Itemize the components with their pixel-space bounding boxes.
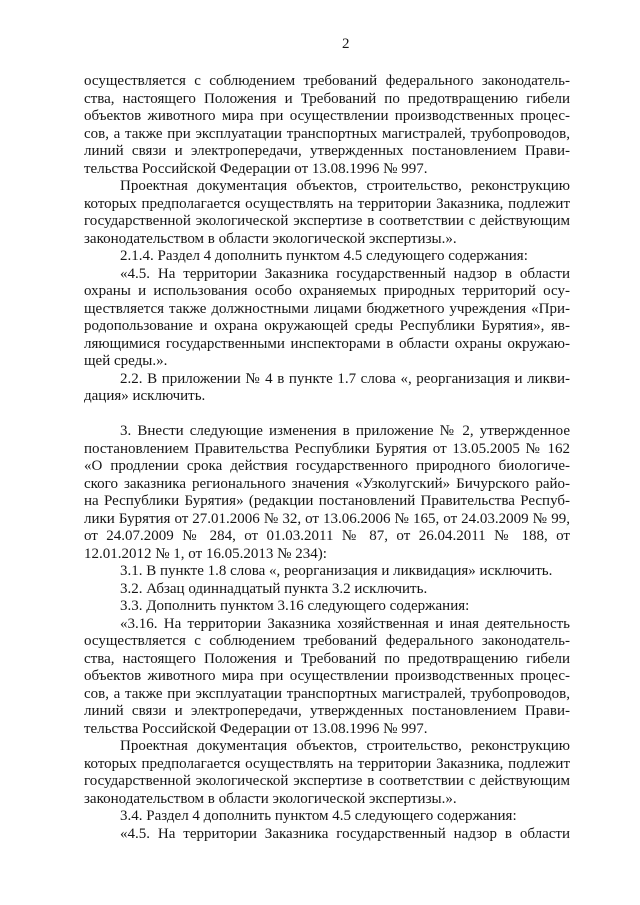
paragraph bbox=[84, 598, 570, 616]
text-line: постановлением Правительства Республики Бурятия от 13.05.2005 № 162 bbox=[84, 440, 570, 457]
text-line: «4.5. На территории Заказника государственный надзор в области bbox=[120, 825, 570, 842]
paragraph bbox=[84, 423, 570, 563]
text-line: законодательством в области экологической экспертизы.». bbox=[84, 230, 457, 247]
text-line: осуществляется с соблюдением требований федерального законодатель- bbox=[84, 633, 570, 649]
paragraph bbox=[84, 371, 570, 406]
paragraph bbox=[84, 563, 570, 581]
paragraph bbox=[84, 738, 570, 808]
text-line: 3.3. Дополнить пунктом 3.16 следующего содержания: bbox=[120, 598, 470, 614]
text-line: «О продлении срока действия государственного природного биологиче- bbox=[84, 458, 570, 474]
text-line: «3.16. На территории Заказника хозяйственная и иная деятельность bbox=[120, 615, 570, 632]
text-line: сов, а также при эксплуатации транспортных магистралей, трубопроводов, bbox=[84, 685, 570, 702]
text-line: 2.2. В приложении № 4 в пункте 1.7 слова «, реорганизация и ликви- bbox=[120, 370, 570, 387]
text-line: государственной экологической экспертизе в соответствии с действующим bbox=[84, 213, 570, 229]
paragraph bbox=[84, 266, 570, 371]
paragraph bbox=[84, 826, 570, 844]
paragraph bbox=[84, 248, 570, 266]
document-body bbox=[84, 73, 570, 843]
text-line: дация» исключить. bbox=[84, 388, 206, 404]
text-line: охраны и использования особо охраняемых природных территорий осу- bbox=[84, 283, 570, 299]
text-line: щей среды.». bbox=[84, 353, 168, 369]
text-line: от 24.07.2009 № 284, от 01.03.2011 № 87, от 26.04.2011 № 188, от bbox=[84, 528, 570, 544]
paragraph bbox=[84, 808, 570, 826]
text-line: 3.4. Раздел 4 дополнить пунктом 4.5 следующего содержания: bbox=[120, 808, 517, 824]
text-line: линий связи и электропередачи, утвержденных постановлением Прави- bbox=[84, 703, 570, 719]
text-line: государственной экологической экспертизе в соответствии с действующим bbox=[84, 773, 570, 789]
text-line: тельства Российской Федерации от 13.08.1996 № 997. bbox=[84, 160, 428, 177]
page-number: 2 bbox=[342, 36, 350, 52]
paragraph bbox=[84, 581, 570, 599]
text-line: лики Бурятия от 27.01.2006 № 32, от 13.06.2006 № 165, от 24.03.2009 № 99, bbox=[84, 510, 570, 527]
text-line: ства, настоящего Положения и Требований по предотвращению гибели bbox=[84, 90, 570, 107]
text-line: ского заказника регионального значения «Узколугский» Бичурского райо- bbox=[84, 475, 570, 492]
blank-line bbox=[84, 406, 570, 424]
text-line: родопользование и охрана окружающей среды Республики Бурятия», яв- bbox=[84, 318, 570, 334]
text-line: 12.01.2012 № 1, от 16.05.2013 № 234): bbox=[84, 545, 327, 562]
text-line: объектов животного мира при осуществлении производственных процес- bbox=[84, 668, 570, 684]
text-line: тельства Российской Федерации от 13.08.1996 № 997. bbox=[84, 720, 428, 737]
text-line: на Республики Бурятия» (редакции постановлений Правительства Респуб- bbox=[84, 493, 570, 509]
paragraph bbox=[84, 73, 570, 178]
text-line: 3. Внести следующие изменения в приложение № 2, утвержденное bbox=[120, 423, 570, 439]
text-line: ства, настоящего Положения и Требований по предотвращению гибели bbox=[84, 650, 570, 667]
text-line: линий связи и электропередачи, утвержденных постановлением Прави- bbox=[84, 143, 570, 159]
text-line: которых предполагается осуществлять на территории Заказника, подлежит bbox=[84, 755, 570, 772]
text-line: законодательством в области экологической экспертизы.». bbox=[84, 790, 457, 807]
text-line: ществляется также должностными лицами бюджетного учреждения «При- bbox=[84, 300, 570, 317]
text-line: осуществляется с соблюдением требований федерального законодатель- bbox=[84, 73, 570, 89]
text-line: 2.1.4. Раздел 4 дополнить пунктом 4.5 следующего содержания: bbox=[120, 248, 528, 264]
text-line: «4.5. На территории Заказника государственный надзор в области bbox=[120, 265, 570, 282]
text-line: объектов животного мира при осуществлении производственных процес- bbox=[84, 108, 570, 124]
text-line: 3.2. Абзац одиннадцатый пункта 3.2 исключить. bbox=[120, 580, 428, 597]
text-line: 3.1. В пункте 1.8 слова «, реорганизация и ликвидация» исключить. bbox=[120, 563, 553, 579]
text-line: которых предполагается осуществлять на территории Заказника, подлежит bbox=[84, 195, 570, 212]
paragraph bbox=[84, 616, 570, 739]
text-line: Проектная документация объектов, строительство, реконструкцию bbox=[120, 738, 570, 754]
text-line: ляющимися государственными инспекторами в области охраны окружаю- bbox=[84, 335, 570, 352]
paragraph bbox=[84, 178, 570, 248]
text-line: Проектная документация объектов, строительство, реконструкцию bbox=[120, 178, 570, 194]
text-line: сов, а также при эксплуатации транспортных магистралей, трубопроводов, bbox=[84, 125, 570, 142]
